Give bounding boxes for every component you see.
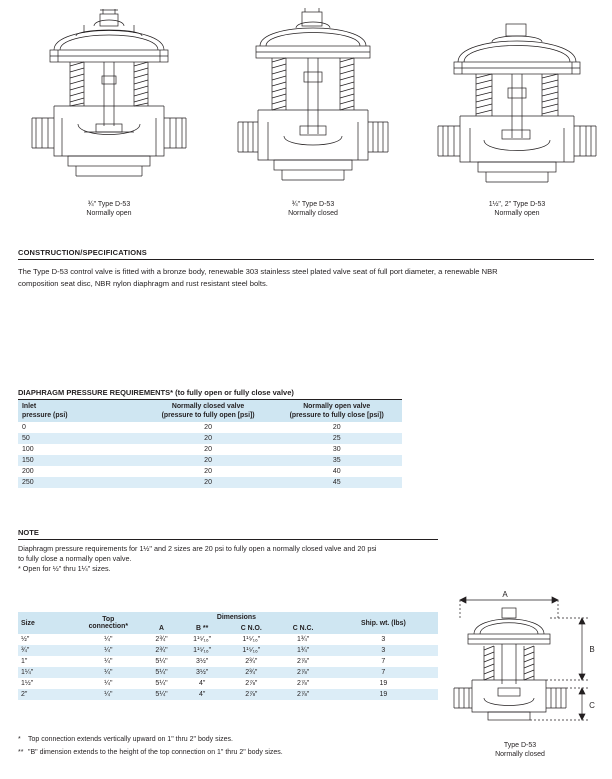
construction-heading: CONSTRUCTION/SPECIFICATIONS	[18, 248, 594, 260]
header-line2: connection*	[88, 623, 128, 630]
footnote-1	[18, 734, 448, 745]
header-dim-c-nc: C N.C.	[277, 623, 328, 634]
table-row	[18, 634, 438, 645]
cell-inlet-pressure: 200	[18, 466, 145, 477]
cell-dim-a: 2¾"	[144, 645, 179, 656]
cell-dim-b: 3½"	[179, 656, 225, 667]
figure-caption-line2: Normally closed	[288, 210, 338, 217]
cell-top-connection: ¼"	[73, 634, 144, 645]
table-row	[18, 444, 402, 455]
cell-dim-c-no: 2¾"	[225, 667, 277, 678]
footnote-text: Top connection extends vertically upward on 1" thru 2" body sizes.	[28, 736, 233, 743]
table-body	[18, 422, 402, 488]
header-normally-closed	[145, 400, 272, 422]
figure-row	[0, 0, 612, 228]
footnote-text: "B" dimension extends to the height of the top connection on 1" thru 2" body sizes.	[28, 749, 283, 756]
cell-ship-weight: 19	[329, 678, 438, 689]
figure-caption	[432, 200, 602, 218]
header-line1: Top	[102, 616, 115, 623]
cell-dim-c-no: 2⅞"	[225, 678, 277, 689]
cell-dim-b: 4"	[179, 689, 225, 700]
cell-top-connection: ¼"	[73, 689, 144, 700]
note-line3: * Open for ½" thru 1¼" sizes.	[18, 564, 111, 573]
cell-normally-open: 25	[271, 433, 402, 444]
table-row	[18, 455, 402, 466]
cell-dim-b: 1¹⁵⁄₁₆"	[179, 634, 225, 645]
cell-normally-open: 45	[271, 477, 402, 488]
header-top-connection	[73, 612, 144, 634]
cell-inlet-pressure: 100	[18, 444, 145, 455]
note-line1: Diaphragm pressure requirements for 1½" and 2 sizes are 20 psi to fully open a normally closed valve and 20 psi	[18, 544, 377, 553]
note-section	[18, 528, 438, 574]
header-line2: (pressure to fully close [psi])	[289, 412, 384, 419]
valve-drawing-normally-closed-34	[228, 6, 398, 198]
cell-normally-closed: 20	[145, 433, 272, 444]
cell-dim-c-nc: 2⅞"	[277, 667, 328, 678]
cell-size: 1½"	[18, 678, 73, 689]
table-group-header-row	[18, 612, 438, 623]
footnote-marker: *	[18, 736, 21, 743]
cell-inlet-pressure: 50	[18, 433, 145, 444]
figure-valve-3	[432, 20, 602, 218]
cell-inlet-pressure: 250	[18, 477, 145, 488]
table-body	[18, 634, 438, 700]
note-body	[18, 544, 438, 574]
figure-caption	[228, 200, 398, 218]
footnote-2	[18, 747, 448, 758]
table-header	[18, 400, 402, 422]
cell-dim-c-nc: 2⅞"	[277, 656, 328, 667]
cell-dim-b: 1¹⁵⁄₁₆"	[179, 645, 225, 656]
diaphragm-pressure-section	[18, 388, 402, 488]
table-row	[18, 477, 402, 488]
footnotes	[18, 734, 448, 760]
header-line2: pressure (psi)	[22, 412, 68, 419]
table-row	[18, 433, 402, 444]
table-row	[18, 678, 438, 689]
cell-normally-closed: 20	[145, 477, 272, 488]
cell-top-connection: ¼"	[73, 645, 144, 656]
table-row	[18, 466, 402, 477]
cell-size: 2"	[18, 689, 73, 700]
header-line1: Normally open valve	[303, 403, 371, 410]
figure-caption-line1: ¾" Type D-53	[87, 201, 131, 208]
cell-dim-c-no: 1¹⁵⁄₁₆"	[225, 645, 277, 656]
cell-dim-b: 4"	[179, 678, 225, 689]
cell-normally-open: 20	[271, 422, 402, 433]
note-heading: NOTE	[18, 528, 438, 540]
cell-top-connection: ¼"	[73, 656, 144, 667]
table-header-row	[18, 400, 402, 422]
cell-normally-open: 30	[271, 444, 402, 455]
cell-dim-a: 5¼"	[144, 678, 179, 689]
note-line2: to fully close a normally open valve.	[18, 554, 132, 563]
table-row	[18, 422, 402, 433]
cell-dim-a: 5¼"	[144, 656, 179, 667]
cell-size: ¾"	[18, 645, 73, 656]
figure-caption-line1: ¾" Type D-53	[291, 201, 335, 208]
cell-dim-a: 5¼"	[144, 667, 179, 678]
cell-normally-closed: 20	[145, 422, 272, 433]
table-header	[18, 612, 438, 634]
header-line1: Inlet	[22, 403, 37, 410]
table-row	[18, 667, 438, 678]
header-dim-c-no: C N.O.	[225, 623, 277, 634]
cell-normally-closed: 20	[145, 466, 272, 477]
cell-ship-weight: 7	[329, 656, 438, 667]
cell-dim-b: 3½"	[179, 667, 225, 678]
figure-caption-line1: 1½", 2" Type D-53	[488, 201, 546, 208]
header-ship-weight: Ship. wt. (lbs)	[329, 612, 438, 634]
header-dimensions-group: Dimensions	[144, 612, 329, 623]
figure-caption	[24, 200, 194, 218]
cell-dim-c-nc: 2⅞"	[277, 678, 328, 689]
figure-valve-1	[24, 6, 194, 218]
cell-normally-open: 40	[271, 466, 402, 477]
header-line2: (pressure to fully open [psi])	[161, 412, 255, 419]
dim-label-a: A	[502, 590, 508, 599]
cell-top-connection: ¼"	[73, 667, 144, 678]
cell-dim-a: 5¼"	[144, 689, 179, 700]
construction-body: The Type D-53 control valve is fitted with a bronze body, renewable 303 stainless steel plated valve seat of full port diameter, a renewable NBR composition seat disc, NBR nylon diaphragm and rust resistant steel bolts.	[18, 267, 498, 288]
cell-dim-c-nc: 1¾"	[277, 645, 328, 656]
dim-label-c: C	[589, 701, 595, 710]
cell-ship-weight: 3	[329, 645, 438, 656]
table-row	[18, 656, 438, 667]
cell-size: ½"	[18, 634, 73, 645]
header-dim-b: B **	[179, 623, 225, 634]
cell-dim-c-nc: 2⅞"	[277, 689, 328, 700]
header-line1: Normally closed valve	[171, 403, 245, 410]
cell-ship-weight: 7	[329, 667, 438, 678]
cell-normally-open: 35	[271, 455, 402, 466]
cell-size: 1"	[18, 656, 73, 667]
valve-drawing-normally-open-34	[24, 6, 194, 198]
cell-normally-closed: 20	[145, 455, 272, 466]
table-row	[18, 689, 438, 700]
cell-inlet-pressure: 150	[18, 455, 145, 466]
cell-dim-c-no: 1¹⁵⁄₁₆"	[225, 634, 277, 645]
cell-ship-weight: 19	[329, 689, 438, 700]
header-dim-a: A	[144, 623, 179, 634]
cell-top-connection: ¼"	[73, 678, 144, 689]
header-inlet-pressure	[18, 400, 145, 422]
construction-section	[18, 248, 594, 289]
diaphragm-table-title: DIAPHRAGM PRESSURE REQUIREMENTS* (to fully open or fully close valve)	[18, 388, 402, 400]
figure-caption-line2: Normally open	[86, 210, 132, 217]
dimensioned-valve-drawing	[440, 588, 600, 738]
dim-caption-line2: Normally closed	[495, 751, 545, 758]
cell-ship-weight: 3	[329, 634, 438, 645]
table-row	[18, 645, 438, 656]
dimensions-table	[18, 612, 438, 700]
dimensions-section	[18, 612, 438, 700]
dimension-figure-caption	[440, 741, 600, 759]
cell-dim-a: 2¾"	[144, 634, 179, 645]
valve-drawing-normally-open-112-2	[432, 20, 602, 198]
dim-caption-line1: Type D-53	[503, 742, 537, 749]
figure-caption-line2: Normally open	[494, 210, 540, 217]
cell-dim-c-nc: 1¾"	[277, 634, 328, 645]
diaphragm-pressure-table	[18, 400, 402, 488]
cell-size: 1¼"	[18, 667, 73, 678]
dim-label-b: B	[589, 645, 595, 654]
figure-valve-2	[228, 6, 398, 218]
dimension-figure	[440, 588, 600, 759]
header-size: Size	[18, 612, 73, 634]
footnote-marker: **	[18, 749, 24, 756]
cell-inlet-pressure: 0	[18, 422, 145, 433]
cell-dim-c-no: 2¾"	[225, 656, 277, 667]
cell-normally-closed: 20	[145, 444, 272, 455]
cell-dim-c-no: 2⅞"	[225, 689, 277, 700]
header-normally-open	[271, 400, 402, 422]
